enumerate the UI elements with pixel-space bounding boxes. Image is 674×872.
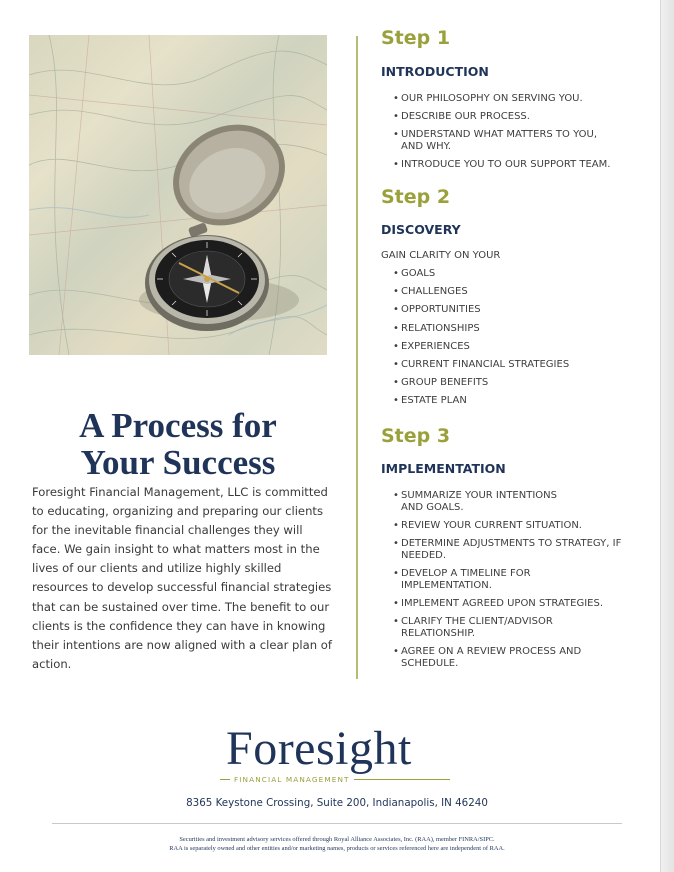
list-item: • DETERMINE ADJUSTMENTS TO STRATEGY, IF NEEDED. <box>393 538 636 562</box>
disclaimer <box>30 835 644 853</box>
step-1-title: INTRODUCTION <box>381 64 489 79</box>
step-2-list <box>393 268 643 407</box>
list-item: • GROUP BENEFITS <box>393 377 643 389</box>
step-1-heading: Step 1 <box>381 27 451 49</box>
page-title <box>29 407 327 481</box>
compass-on-map-illustration <box>29 35 327 355</box>
list-item: • SUMMARIZE YOUR INTENTIONS AND GOALS. <box>393 490 581 514</box>
vertical-divider <box>356 36 358 679</box>
logo-rule <box>354 779 450 780</box>
step-2-lead: GAIN CLARITY ON YOUR <box>381 250 501 261</box>
list-item: • DESCRIBE OUR PROCESS. <box>393 111 643 123</box>
step-3-heading: Step 3 <box>381 425 451 447</box>
title-line-2: Your Success <box>80 443 276 483</box>
title-line-1: A Process for <box>79 406 277 446</box>
step-2-heading: Step 2 <box>381 186 451 208</box>
logo-tagline: FINANCIAL MANAGEMENT <box>234 774 350 784</box>
list-item: • ESTATE PLAN <box>393 395 643 407</box>
disclaimer-line-2: RAA is separately owned and other entities and/or marketing names, products or services referenced here are independent of RAA. <box>169 845 505 852</box>
list-item: • REVIEW YOUR CURRENT SITUATION. <box>393 520 643 532</box>
logo-rule <box>220 779 230 780</box>
logo-tagline-row <box>220 772 450 786</box>
step-2-title: DISCOVERY <box>381 222 461 237</box>
list-item: • CLARIFY THE CLIENT/ADVISOR RELATIONSHIP. <box>393 616 581 640</box>
list-item: • OPPORTUNITIES <box>393 304 643 316</box>
list-item: • CURRENT FINANCIAL STRATEGIES <box>393 359 643 371</box>
list-item: • EXPERIENCES <box>393 341 643 353</box>
footer-divider <box>52 823 622 824</box>
list-item: • RELATIONSHIPS <box>393 323 643 335</box>
list-item: • GOALS <box>393 268 643 280</box>
list-item: • INTRODUCE YOU TO OUR SUPPORT TEAM. <box>393 159 643 171</box>
step-3-list <box>393 490 643 670</box>
disclaimer-line-1: Securities and investment advisory services offered through Royal Alliance Associates, Inc. (RAA), member FINRA/SIPC. <box>179 836 495 843</box>
list-item: • IMPLEMENT AGREED UPON STRATEGIES. <box>393 598 643 610</box>
step-3-title: IMPLEMENTATION <box>381 461 506 476</box>
list-item: • OUR PHILOSOPHY ON SERVING YOU. <box>393 93 643 105</box>
intro-paragraph: Foresight Financial Management, LLC is committed to educating, organizing and preparing our clients for the inevitable financial challenges they will face. We gain insight to what matters most in the lives of our clients and utilize highly skilled resources to develop successful financial strategies that can be sustained over time. The benefit to our clients is the confidence they can have in knowing their intentions are now aligned with a clear plan of action. <box>32 485 332 671</box>
list-item: • DEVELOP A TIMELINE FOR IMPLEMENTATION. <box>393 568 561 592</box>
office-address: 8365 Keystone Crossing, Suite 200, Indianapolis, IN 46240 <box>186 797 488 809</box>
step-1-list <box>393 93 643 171</box>
page-edge <box>660 0 674 872</box>
list-item: • CHALLENGES <box>393 286 643 298</box>
foresight-logo <box>220 724 455 789</box>
logo-wordmark: Foresight <box>226 722 412 775</box>
list-item: • UNDERSTAND WHAT MATTERS TO YOU, AND WHY. <box>393 129 616 153</box>
compass-photo <box>29 35 327 355</box>
list-item: • AGREE ON A REVIEW PROCESS AND SCHEDULE. <box>393 646 621 670</box>
